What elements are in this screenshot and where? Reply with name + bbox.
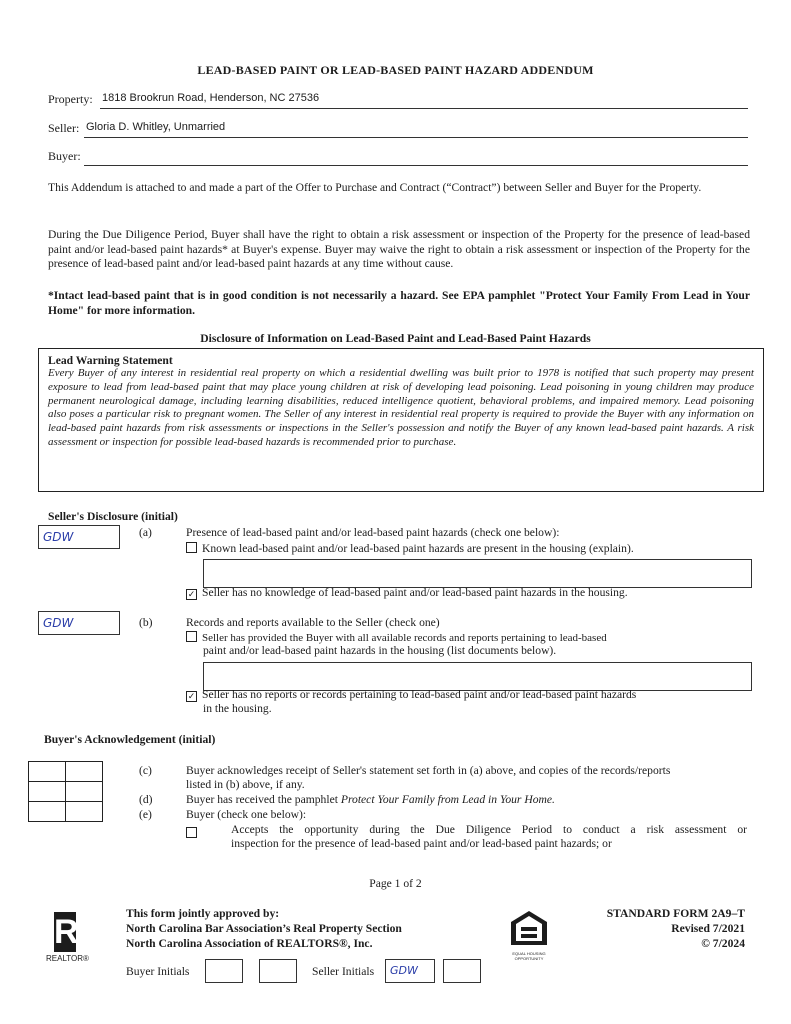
records-provided-label-2: paint and/or lead-based paint hazards in the housing (list documents below). bbox=[203, 644, 557, 657]
seller-row bbox=[48, 121, 748, 138]
buyer-initials-cell-e2[interactable] bbox=[66, 802, 103, 822]
item-a-letter: (a) bbox=[139, 526, 152, 539]
property-row bbox=[48, 92, 748, 109]
known-hazards-label: Known lead-based paint and/or lead-based paint hazards are present in the housing (explain). bbox=[202, 542, 634, 555]
item-a-option-no-knowledge bbox=[186, 586, 628, 600]
seller-initials-footer-signature: GDW bbox=[390, 964, 418, 977]
seller-underline bbox=[84, 137, 748, 138]
realtor-logo bbox=[46, 912, 89, 963]
seller-label: Seller: bbox=[48, 121, 80, 135]
seller-initials-box-2[interactable] bbox=[443, 959, 481, 983]
explain-field-a[interactable] bbox=[203, 559, 752, 588]
seller-initials-box-a[interactable] bbox=[38, 525, 120, 549]
equal-housing-house-icon bbox=[509, 910, 549, 946]
accepts-opportunity-checkbox-wrap bbox=[186, 824, 202, 842]
item-e-text: Buyer (check one below): bbox=[186, 808, 307, 821]
no-records-label-1: Seller has no reports or records pertaining to lead-based paint and/or lead-based paint hazards bbox=[202, 688, 637, 701]
item-d-letter: (d) bbox=[139, 793, 153, 806]
item-b-letter: (b) bbox=[139, 616, 153, 629]
seller-initials-box-b[interactable] bbox=[38, 611, 120, 635]
item-d-text bbox=[186, 793, 555, 807]
page-title: LEAD-BASED PAINT OR LEAD-BASED PAINT HAZARD ADDENDUM bbox=[197, 63, 594, 77]
buyer-label: Buyer: bbox=[48, 149, 81, 163]
approval-line-1: This form jointly approved by: bbox=[126, 907, 280, 920]
item-a-option-known bbox=[186, 541, 634, 556]
buyer-initials-box-2[interactable] bbox=[259, 959, 297, 983]
item-e-letter: (e) bbox=[139, 808, 152, 821]
records-provided-label-1: Seller has provided the Buyer with all available records and reports pertaining to lead-based bbox=[202, 632, 607, 644]
realtor-r-icon: R bbox=[54, 913, 79, 951]
approval-line-2: North Carolina Bar Association’s Real Property Section bbox=[126, 922, 402, 935]
disclosure-heading: Disclosure of Information on Lead-Based Paint and Lead-Based Paint Hazards bbox=[200, 332, 591, 345]
buyer-initials-grid bbox=[28, 761, 103, 822]
buyer-row bbox=[48, 149, 748, 166]
item-b-option-no-records bbox=[186, 688, 636, 702]
buyer-initials-box-1[interactable] bbox=[205, 959, 243, 983]
seller-field[interactable]: Gloria D. Whitley, Unmarried bbox=[86, 121, 226, 133]
due-diligence-paragraph: During the Due Diligence Period, Buyer shall have the right to obtain a risk assessment or inspection of the Property for the presence of lead-based paint and/or lead-based paint hazards* at Buyer's expense. Buyer may waive the right to obtain a risk assessment or inspection of the Property for the presence of lead-based paint and/or lead-based paint hazards at any time without cause. bbox=[48, 228, 750, 270]
item-b-option-provided bbox=[186, 630, 607, 645]
equal-housing-logo bbox=[503, 910, 555, 961]
buyer-initials-cell-d2[interactable] bbox=[66, 782, 103, 802]
buyer-ack-heading: Buyer's Acknowledgement (initial) bbox=[44, 733, 216, 746]
item-c-text-1: Buyer acknowledges receipt of Seller's statement set forth in (a) above, and copies of the records/reports bbox=[186, 764, 671, 777]
accepts-opportunity-checkbox[interactable] bbox=[186, 827, 197, 838]
approval-line-3: North Carolina Association of REALTORS®, Inc. bbox=[126, 937, 373, 950]
lead-warning-body: Every Buyer of any interest in residential real property on which a residential dwelling was built prior to 1978 is notified that such property may present exposure to lead from lead-based paint that may place young children at risk of developing lead poisoning. Lead poisoning in young children may produce permanent neurological damage, including learning disabilities, reduced intelligence quotient, behavioral problems, and impaired memory. Lead poisoning also poses a particular risk to pregnant women. The Seller of any interest in residential real property is required to provide the Buyer with any information on lead-based paint hazards from risk assessments or inspections in the Seller's possession and notify the Buyer of any known lead-based paint hazards. A risk assessment or inspection for possible lead-based hazards is recommended prior to purchase. bbox=[48, 367, 754, 448]
lead-warning-title: Lead Warning Statement bbox=[48, 354, 173, 367]
lead-warning-box bbox=[38, 348, 764, 492]
equal-housing-label: EQUAL HOUSING OPPORTUNITY bbox=[512, 951, 546, 961]
buyer-initials-cell-d1[interactable] bbox=[29, 782, 66, 802]
seller-disclosure-heading: Seller's Disclosure (initial) bbox=[48, 510, 178, 523]
intro-paragraph: This Addendum is attached to and made a part of the Offer to Purchase and Contract (“Contract”) between Seller and Buyer for the Property. bbox=[48, 181, 702, 194]
accepts-opportunity-label-1: Accepts the opportunity during the Due Diligence Period to conduct a risk assessment or bbox=[231, 823, 747, 836]
no-records-checkbox[interactable]: ✓ bbox=[187, 691, 196, 701]
form-name: STANDARD FORM 2A9–T bbox=[606, 907, 745, 920]
seller-initials-signature-a: GDW bbox=[43, 530, 74, 544]
realtor-logo-label: REALTOR® bbox=[46, 954, 89, 963]
item-d-pamphlet-title: Protect Your Family from Lead in Your Home. bbox=[340, 793, 555, 806]
known-hazards-checkbox[interactable] bbox=[186, 542, 197, 553]
buyer-initials-cell-c1[interactable] bbox=[29, 762, 66, 782]
no-knowledge-checkbox[interactable]: ✓ bbox=[187, 589, 196, 599]
item-b-text: Records and reports available to the Seller (check one) bbox=[186, 616, 440, 629]
property-underline bbox=[100, 108, 748, 109]
buyer-initials-cell-c2[interactable] bbox=[66, 762, 103, 782]
records-provided-checkbox[interactable] bbox=[186, 631, 197, 642]
property-label: Property: bbox=[48, 92, 93, 106]
item-c-letter: (c) bbox=[139, 764, 152, 777]
seller-initials-box-1[interactable] bbox=[385, 959, 435, 983]
form-revised: Revised 7/2021 bbox=[671, 922, 745, 935]
item-c-text-2: listed in (b) above, if any. bbox=[186, 778, 305, 791]
approval-block bbox=[126, 906, 402, 951]
seller-initials-label: Seller Initials bbox=[312, 965, 375, 978]
note-paragraph: *Intact lead-based paint that is in good condition is not necessarily a hazard. See EPA pamphlet "Protect Your Family From Lead in Your Home" for more information. bbox=[48, 289, 750, 317]
form-id-block bbox=[607, 906, 745, 951]
property-field[interactable]: 1818 Brookrun Road, Henderson, NC 27536 bbox=[102, 92, 320, 104]
accepts-opportunity-label-2: inspection for the presence of lead-based paint and/or lead-based paint hazards; or bbox=[231, 837, 612, 850]
item-a-text: Presence of lead-based paint and/or lead-based paint hazards (check one below): bbox=[186, 526, 560, 539]
buyer-underline bbox=[84, 165, 748, 166]
buyer-initials-label: Buyer Initials bbox=[126, 965, 190, 978]
buyer-initials-cell-e1[interactable] bbox=[29, 802, 66, 822]
documents-list-field-b[interactable] bbox=[203, 662, 752, 691]
item-d-text-prefix: Buyer has received the pamphlet bbox=[186, 793, 341, 806]
form-copyright: © 7/2024 bbox=[701, 937, 745, 950]
seller-initials-signature-b: GDW bbox=[43, 616, 74, 630]
no-knowledge-label: Seller has no knowledge of lead-based paint and/or lead-based paint hazards in the housing. bbox=[202, 586, 628, 599]
page-number: Page 1 of 2 bbox=[369, 877, 422, 890]
no-records-label-2: in the housing. bbox=[203, 702, 272, 715]
